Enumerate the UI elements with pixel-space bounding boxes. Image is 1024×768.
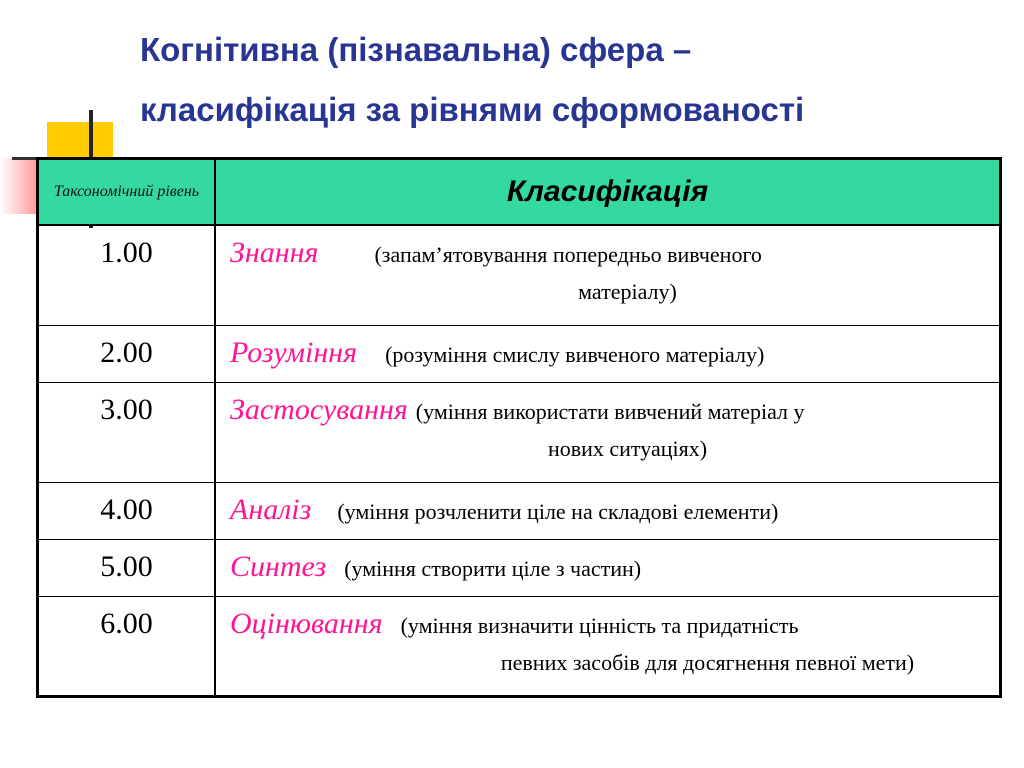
classification-cell — [215, 539, 1001, 596]
level-term: Розуміння — [230, 335, 358, 369]
table-header-row — [38, 159, 1001, 226]
table-row — [38, 325, 1001, 382]
level-value: 6.00 — [38, 596, 216, 696]
table-row — [38, 482, 1001, 539]
classification-cell — [215, 225, 1001, 325]
header-level-label: Таксономічний рівень — [53, 183, 200, 200]
level-term: Знання — [230, 236, 319, 269]
level-value: 3.00 — [38, 382, 216, 482]
classification-cell — [215, 325, 1001, 382]
level-explanation: (запам’ятовування попередньо вивченого — [374, 242, 762, 267]
level-value: 5.00 — [38, 539, 216, 596]
header-classification-cell — [215, 159, 1001, 226]
level-explanation: (розуміння смислу вивченого матеріалу) — [385, 341, 765, 367]
header-classification-label: Класифікація — [506, 175, 709, 208]
level-term: Аналіз — [230, 492, 312, 526]
classification-cell — [215, 482, 1001, 539]
table-row — [38, 225, 1001, 325]
level-value: 2.00 — [38, 325, 216, 382]
table-row — [38, 382, 1001, 482]
level-explanation: (уміння розчленити ціле на складові елементи) — [337, 498, 779, 524]
classification-cell — [215, 596, 1001, 696]
level-term: Оцінювання — [230, 606, 383, 640]
level-explanation-cont: нових ситуаціях) — [547, 435, 708, 461]
level-term: Застосування — [230, 392, 408, 426]
classification-cell — [215, 382, 1001, 482]
level-value: 1.00 — [38, 225, 216, 325]
table-row — [38, 539, 1001, 596]
level-explanation: (уміння визначити цінність та придатність — [400, 612, 799, 638]
title-line-1: Когнітивна (пізнавальна) сфера – — [140, 31, 692, 68]
header-level-cell — [38, 159, 216, 226]
level-explanation-cont: певних засобів для досягнення певної мети) — [500, 649, 915, 675]
classification-table — [36, 157, 1002, 698]
level-explanation-cont: матеріалу) — [578, 279, 677, 304]
level-term: Синтез — [230, 549, 327, 583]
table-row — [38, 596, 1001, 696]
level-value: 4.00 — [38, 482, 216, 539]
level-explanation: (уміння створити ціле з частин) — [344, 555, 642, 581]
slide-title — [140, 20, 1010, 140]
title-line-2: класифікація за рівнями сформованості — [140, 91, 805, 128]
level-explanation: (уміння використати вивчений матеріал у — [415, 398, 805, 424]
